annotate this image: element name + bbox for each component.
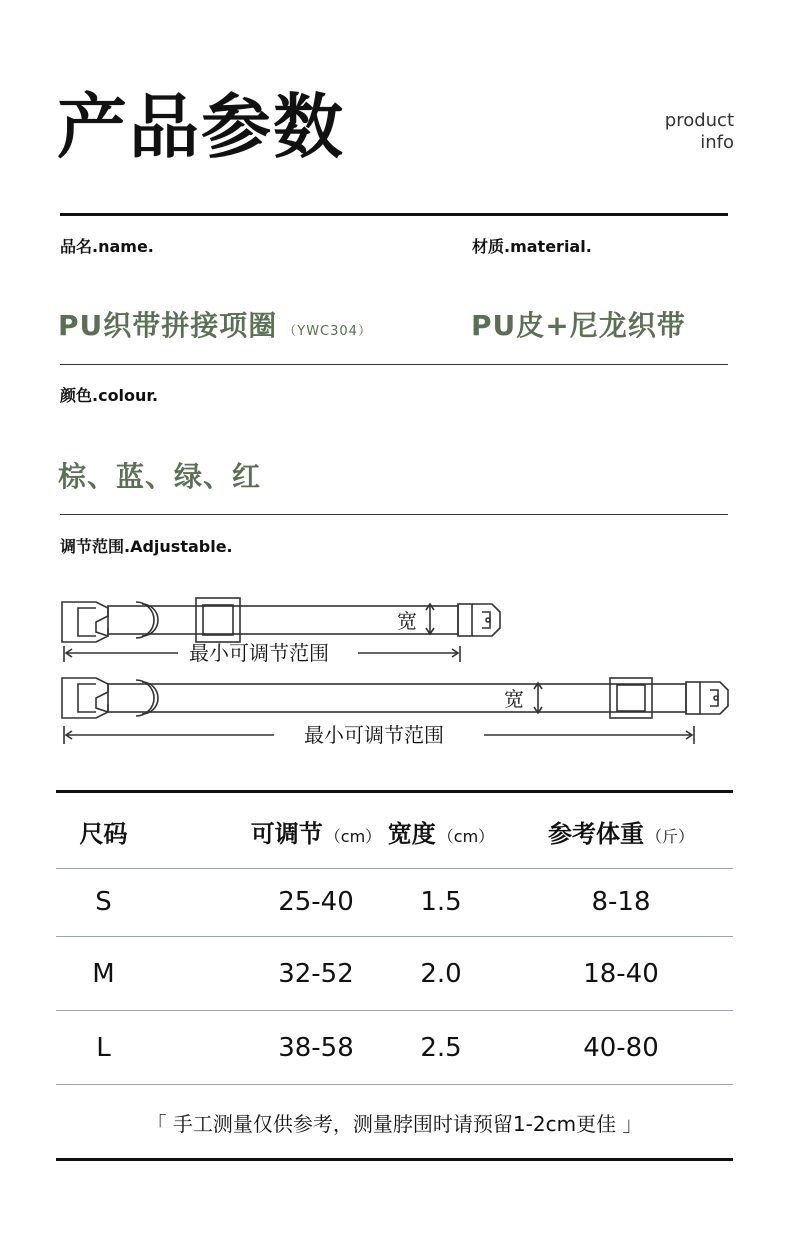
model-code: （YWC304） xyxy=(283,324,372,339)
cell-width: 1.5 xyxy=(420,887,462,917)
measurement-note: 「 手工测量仅供参考，测量脖围时请预留1-2cm更佳 」 xyxy=(146,1112,643,1136)
cell-weight: 18-40 xyxy=(583,959,659,989)
tag-line-2: info xyxy=(700,132,734,153)
table-row xyxy=(56,869,733,936)
cell-weight: 8-18 xyxy=(591,887,651,917)
cell-weight: 40-80 xyxy=(583,1033,659,1063)
table-row xyxy=(56,1011,733,1084)
name-value xyxy=(58,304,372,344)
page-title: 产品参数 xyxy=(57,86,345,168)
width-label-large: 宽 xyxy=(504,687,524,711)
cell-width: 2.5 xyxy=(420,1033,462,1063)
cell-size: M xyxy=(92,959,115,989)
adjustable-label: 调节范围.Adjustable. xyxy=(60,537,233,556)
width-label-small: 宽 xyxy=(397,609,417,633)
cell-size: L xyxy=(96,1033,111,1063)
tag-line-1: product xyxy=(664,110,734,131)
cell-adjustable: 32-52 xyxy=(278,959,354,989)
name-text: PU织带拼接项圈 xyxy=(58,309,278,342)
divider-1 xyxy=(60,364,728,365)
cell-width: 2.0 xyxy=(420,959,462,989)
range-label-small: 最小可调节范围 xyxy=(189,641,329,665)
material-label: 材质.material. xyxy=(472,237,592,256)
colour-value: 棕、蓝、绿、红 xyxy=(58,460,262,493)
name-label: 品名.name. xyxy=(60,237,154,256)
header-size: 尺码 xyxy=(79,820,128,848)
colour-label: 颜色.colour. xyxy=(60,386,159,405)
material-value: PU皮+尼龙织带 xyxy=(471,309,686,342)
cell-adjustable: 25-40 xyxy=(278,887,354,917)
collar-small-illustration xyxy=(62,598,500,642)
cell-size: S xyxy=(95,887,112,917)
divider-2 xyxy=(60,514,728,515)
header-divider xyxy=(60,213,728,216)
collar-diagram xyxy=(56,592,736,762)
header-adjustable: 可调节 （cm） xyxy=(250,820,382,848)
collar-large-illustration xyxy=(62,678,728,718)
table-header-row xyxy=(56,790,733,868)
header-width: 宽度 （cm） xyxy=(387,820,495,848)
header-weight: 参考体重 （斤） xyxy=(547,820,694,848)
product-info-tag xyxy=(665,110,734,154)
bottom-rule xyxy=(56,1158,733,1161)
cell-adjustable: 38-58 xyxy=(278,1033,354,1063)
range-label-large: 最小可调节范围 xyxy=(304,723,444,747)
row-divider xyxy=(56,1084,733,1085)
table-row xyxy=(56,937,733,1010)
